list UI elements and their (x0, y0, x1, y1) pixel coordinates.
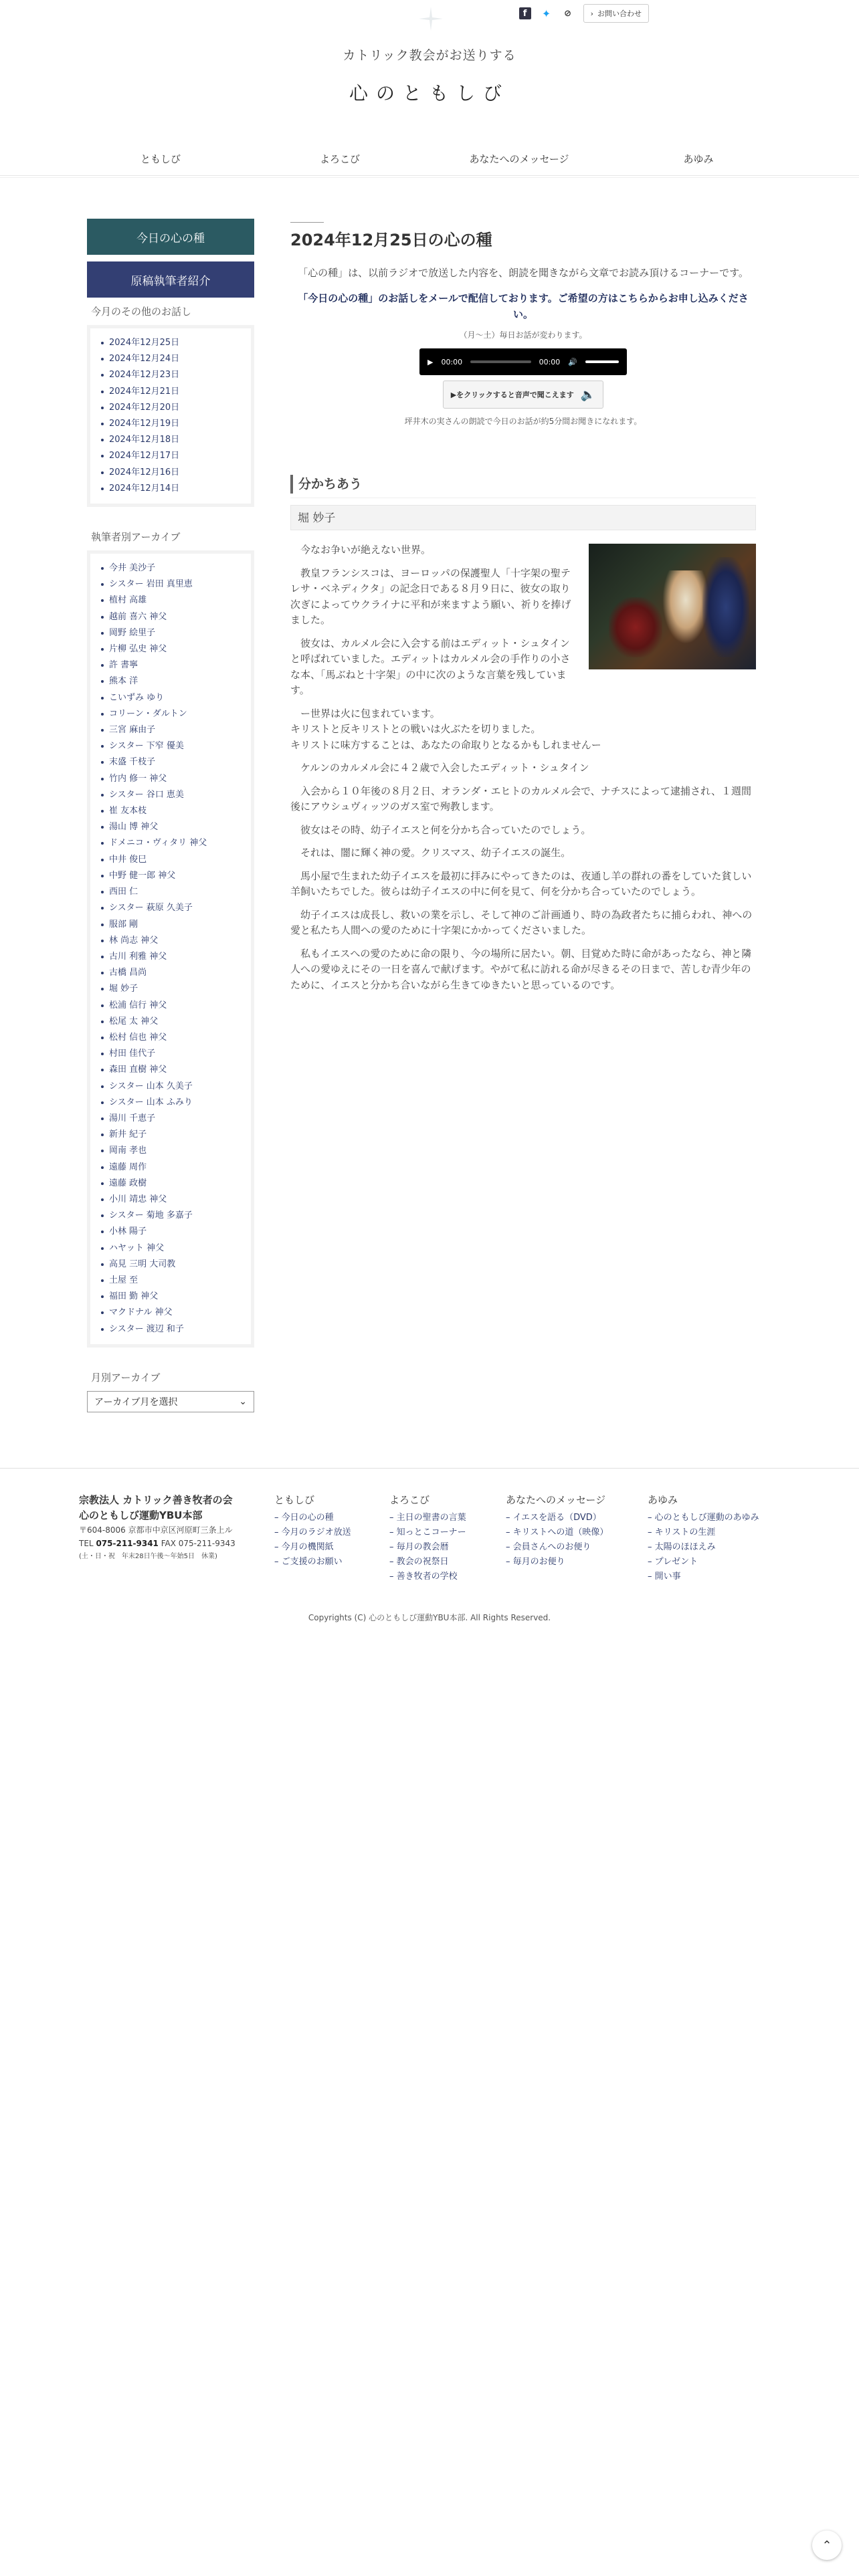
footer-link-label: 太陽のほほえみ (654, 1542, 716, 1552)
other-stories-heading: 今月のその他のお話し (91, 306, 192, 318)
footer-link[interactable]: – 教会の祝祭日 (389, 1557, 449, 1567)
footer-link-label: ご支援のお願い (281, 1557, 343, 1567)
author-link[interactable]: 片柳 弘史 神父 (100, 641, 244, 657)
read-aloud-button[interactable] (443, 381, 603, 409)
article-paragraph: 今なお争いが絶えない世界。 (300, 544, 432, 556)
author-link[interactable]: 高見 三明 大司教 (100, 1257, 244, 1273)
today-seed-button[interactable]: 今日の心の種 (87, 219, 254, 255)
author-link[interactable]: 植村 高雄 (100, 593, 244, 609)
org-branch: 心のともしび運動YBU本部 (79, 1509, 203, 1521)
footer-link-label: 善き牧者の学校 (396, 1572, 458, 1582)
author-link[interactable]: 湯川 千恵子 (100, 1111, 244, 1127)
nav-divider-2 (0, 177, 859, 178)
org-name: 宗教法人 カトリック善き牧者の会 (79, 1494, 233, 1506)
footer-col-message (506, 1493, 608, 1570)
office-hours: (土・日・祝 年末28日午後〜年始5日 休業) (79, 1553, 217, 1560)
monthly-archive-heading: 月別アーカイブ (91, 1371, 161, 1384)
footer-link[interactable]: – 心のともしび運動のあゆみ (648, 1513, 759, 1523)
author-link[interactable]: 岡南 孝也 (100, 1143, 244, 1159)
date-link[interactable]: 2024年12月23日 (100, 367, 244, 383)
author-link[interactable]: 小川 靖忠 神父 (100, 1192, 244, 1208)
author-link[interactable]: 福田 勤 神父 (100, 1289, 244, 1305)
author-link[interactable]: シスター 岩田 真里恵 (100, 576, 244, 593)
date-link[interactable]: 2024年12月20日 (100, 400, 244, 416)
speaker-icon: 🔈 (580, 387, 596, 402)
author-archive-heading: 執筆者別アーカイブ (91, 531, 181, 544)
chevron-right-icon: › (590, 9, 593, 18)
date-link[interactable]: 2024年12月14日 (100, 481, 244, 497)
author-link[interactable]: コリーン・ダルトン (100, 706, 244, 722)
chevron-up-icon: ⌃ (822, 2538, 832, 2553)
read-aloud-label: ▶をクリックすると音声で聞こえます (450, 391, 574, 399)
author-link[interactable]: 服部 剛 (100, 917, 244, 933)
authors-intro-button[interactable]: 原稿執筆者紹介 (87, 261, 254, 298)
main-content (290, 222, 756, 1000)
section-heading: 分かちあう (290, 475, 756, 494)
article-paragraph: 教皇フランシスコは、ヨーロッパの保護聖人「十字架の聖テレサ・ベネディクタ」の記念日である８月９日に、彼女の取り次ぎによってウクライナに平和が来ますよう願い、祈りを捧げました。 (290, 566, 571, 626)
page-title: 2024年12月25日の心の種 (290, 231, 492, 249)
footer-link[interactable]: – 今月のラジオ放送 (274, 1527, 351, 1537)
article-paragraph: 幼子イエスは成長し、救いの業を示し、そして神のご計画通り、時の為政者たちに捕らわれ、神への愛と私たち人間への愛のために十字架にかかってくださいました。 (290, 908, 753, 936)
archive-month-select-value: アーカイブ月を選択 (94, 1396, 178, 1408)
author-link[interactable]: マクドナル 神父 (100, 1305, 244, 1321)
footer-link[interactable]: – 太陽のほほえみ (648, 1542, 716, 1552)
footer-link-label: 今日の心の種 (281, 1513, 334, 1523)
weekday-note: （月〜土）毎日お話が変わります。 (459, 330, 587, 340)
author-link[interactable]: シスター 渡辺 和子 (100, 1321, 244, 1337)
tel-label: TEL (79, 1539, 94, 1548)
footer-link-label: キリストへの道（映像） (512, 1527, 609, 1537)
author-link[interactable]: シスター 山本 久美子 (100, 1079, 244, 1095)
nav-item-yorokobi[interactable]: よろこび (319, 152, 360, 165)
author-link[interactable]: 崔 友本枝 (100, 803, 244, 819)
article-paragraph: それは、闇に輝く神の愛。クリスマス、幼子イエスの誕生。 (300, 847, 571, 859)
date-link[interactable]: 2024年12月18日 (100, 432, 244, 448)
footer-link[interactable]: – 毎月のお便り (506, 1557, 565, 1567)
author-link[interactable]: 小林 陽子 (100, 1224, 244, 1240)
author-link[interactable]: 岡野 絵里子 (100, 625, 244, 641)
footer-link-label: イエスを語る（DVD） (512, 1513, 601, 1523)
article-paragraph: 入会から１０年後の８月２日、オランダ・エヒトのカルメル会で、ナチスによって逮捕され、１週間後にアウシュヴィッツのガス室で殉教します。 (290, 784, 751, 813)
org-address: 〒604-8006 京都市中京区河原町三条上ル (79, 1525, 233, 1535)
article-body (290, 542, 756, 993)
link-icon[interactable]: ⊘ (564, 8, 572, 19)
article-paragraph: 馬小屋で生まれた幼子イエスを最初に拝みにやってきたのは、夜通し羊の群れの番をしていた貧しい羊飼いたちでした。彼らは幼子イエスの中に何を見て、何を分かち合っていたのでしょう。 (290, 869, 752, 897)
intro-text: 「心の種」は、以前ラジオで放送した内容を、朗読を聞きながら文章でお読み頂けるコーナーです。 (298, 267, 749, 279)
reader-caption: 坪井木の実さんの朗読で今日のお話が約5分間お聞きになれます。 (404, 417, 642, 426)
author-link[interactable]: 越前 喜六 神父 (100, 609, 244, 625)
date-link[interactable]: 2024年12月16日 (100, 465, 244, 481)
footer-link-label: 心のともしび運動のあゆみ (654, 1513, 759, 1523)
footer-divider (0, 1468, 859, 1469)
footer-col-title[interactable]: ともしび (274, 1494, 315, 1506)
contact-button[interactable] (583, 4, 649, 23)
footer-link[interactable]: – 主日の聖書の言葉 (389, 1513, 466, 1523)
footer-link-label: 開い事 (654, 1572, 681, 1582)
footer-link[interactable]: – プレゼント (648, 1557, 698, 1567)
footer-col-tomoshibi (274, 1493, 351, 1570)
author-link[interactable]: ハヤット 神父 (100, 1241, 244, 1257)
date-link[interactable]: 2024年12月21日 (100, 384, 244, 400)
footer-link[interactable]: – 毎月の教会暦 (389, 1542, 449, 1552)
footer-link-label: キリストの生涯 (654, 1527, 716, 1537)
article-paragraph: ー世界は火に包まれています。 キリストと反キリストとの戦いは火ぶたを切りました。 キリストに味方することは、あなたの命取りとなるかもしれませんー (290, 707, 601, 751)
date-link[interactable]: 2024年12月25日 (100, 335, 244, 351)
footer-link[interactable]: – 開い事 (648, 1572, 681, 1582)
footer-link[interactable]: – キリストへの道（映像） (506, 1527, 609, 1537)
author-link[interactable]: 松村 信也 神父 (100, 1030, 244, 1046)
author-link[interactable]: 土屋 至 (100, 1273, 244, 1289)
author-name: 堀 妙子 (290, 505, 756, 530)
author-link[interactable]: 中野 健一郎 神父 (100, 868, 244, 884)
footer-link[interactable]: – 会員さんへのお便り (506, 1542, 591, 1552)
site-subtitle: カトリック教会がお送りする (343, 48, 516, 63)
site-title[interactable]: 心のともしび (349, 82, 510, 104)
author-link[interactable]: 古橋 昌尚 (100, 965, 244, 981)
archive-month-select[interactable] (87, 1391, 254, 1412)
tel-number: 075-211-9341 (96, 1539, 159, 1548)
author-link[interactable]: 三宮 麻由子 (100, 722, 244, 738)
author-link[interactable]: 林 尚志 神父 (100, 933, 244, 949)
author-link[interactable]: 今井 美沙子 (100, 560, 244, 576)
footer-link[interactable]: – 今日の心の種 (274, 1513, 334, 1523)
footer-link[interactable]: – 善き牧者の学校 (389, 1572, 458, 1582)
author-list (87, 550, 254, 1348)
play-icon[interactable]: ▶ (427, 357, 434, 366)
footer-link-label: 毎月のお便り (512, 1557, 565, 1567)
star-decoration (419, 7, 443, 31)
mail-notice-link[interactable]: 「今日の心の種」のお話しをメールで配信しております。ご希望の方はこちらからお申し込みください。 (298, 292, 749, 320)
footer-link-label: 教会の祝祭日 (396, 1557, 449, 1567)
footer-link-label: 今月のラジオ放送 (281, 1527, 351, 1537)
author-link[interactable]: シスター 山本 ふみり (100, 1095, 244, 1111)
article-paragraph: ケルンのカルメル会に４２歳で入会したエディット・シュタイン (300, 762, 589, 774)
nav-divider (0, 175, 859, 176)
author-link[interactable]: 森田 直樹 神父 (100, 1062, 244, 1078)
author-link[interactable]: ドメニコ・ヴィタリ 神父 (100, 835, 244, 851)
footer-link[interactable]: – 知っとこコーナー (389, 1527, 466, 1537)
nativity-painting (589, 544, 756, 669)
footer-col-title[interactable]: よろこび (389, 1494, 430, 1506)
sidebar (87, 219, 254, 1412)
article-paragraph: 私もイエスへの愛のために命の限り、今の場所に居たい。朝、目覚めた時に命があったなら、神と隣人への愛ゆえにその一日を喜んで献げます。やがて私に訪れる命が尽きるその日まで、苦しむ青少年のために、イエスと分かち合いながら生きてゆきたいと思っているのです。 (290, 947, 752, 991)
author-link[interactable]: 遠藤 政樹 (100, 1176, 244, 1192)
author-link[interactable]: 許 書寧 (100, 657, 244, 673)
footer-col-title[interactable]: あゆみ (648, 1494, 678, 1506)
duration-time: 00:00 (539, 357, 561, 366)
footer-org (79, 1493, 260, 1564)
author-link[interactable]: シスター 萩原 久美子 (100, 900, 244, 916)
author-link[interactable]: シスター 下窄 優美 (100, 738, 244, 754)
footer-link-label: 今月の機関紙 (281, 1542, 334, 1552)
nav-item-message[interactable]: あなたへのメッセージ (469, 152, 569, 165)
author-link[interactable]: 堀 妙子 (100, 981, 244, 997)
author-link[interactable]: こいずみ ゆり (100, 690, 244, 706)
author-link[interactable]: 古川 利雅 神父 (100, 949, 244, 965)
nav-item-tomoshibi[interactable]: ともしび (140, 152, 181, 165)
author-link[interactable]: 中井 俊巳 (100, 852, 244, 868)
global-nav (87, 144, 772, 173)
author-link[interactable]: 末盛 千枝子 (100, 754, 244, 770)
footer-link[interactable]: – イエスを語る（DVD） (506, 1513, 601, 1523)
footer-link[interactable]: – 今月の機関紙 (274, 1542, 334, 1552)
volume-icon[interactable]: 🔊 (568, 357, 577, 366)
footer-link-label: 毎月の教会暦 (396, 1542, 449, 1552)
current-time: 00:00 (441, 357, 463, 366)
copyright: Copyrights (C) 心のともしび運動YBU本部. All Rights Reserved. (308, 1613, 551, 1622)
footer-link-label: 主日の聖書の言葉 (396, 1513, 466, 1523)
author-link[interactable]: 村田 佳代子 (100, 1046, 244, 1062)
author-link[interactable]: 松尾 太 神父 (100, 1014, 244, 1030)
date-link[interactable]: 2024年12月19日 (100, 416, 244, 432)
date-link[interactable]: 2024年12月17日 (100, 448, 244, 464)
date-list (87, 325, 254, 507)
seek-bar[interactable] (470, 360, 531, 363)
article-paragraph: 彼女は、カルメル会に入会する前はエディット・シュタインと呼ばれていました。エディットはカルメル会の手作りの小さな本、「馬ぶねと十字架」の中に次のような言葉を残しています。 (290, 637, 571, 696)
audio-player (419, 348, 627, 375)
fax-number: FAX 075-211-9343 (161, 1539, 235, 1548)
author-link[interactable]: 湯山 博 神父 (100, 819, 244, 835)
author-link[interactable]: 竹内 修一 神父 (100, 771, 244, 787)
author-link[interactable]: シスター 菊地 多嘉子 (100, 1208, 244, 1224)
facebook-icon[interactable]: f (519, 7, 531, 19)
footer-col-title[interactable]: あなたへのメッセージ (506, 1494, 606, 1506)
top-utility-bar (519, 4, 649, 23)
twitter-icon[interactable]: ✦ (541, 7, 551, 20)
author-link[interactable]: 遠藤 周作 (100, 1160, 244, 1176)
org-phone (79, 1537, 260, 1550)
footer-link[interactable]: – ご支援のお願い (274, 1557, 343, 1567)
author-link[interactable]: 熊本 洋 (100, 673, 244, 689)
chevron-down-icon: ⌄ (239, 1396, 247, 1407)
author-link[interactable]: シスター 谷口 恵美 (100, 787, 244, 803)
footer (79, 1493, 788, 1582)
date-link[interactable]: 2024年12月24日 (100, 351, 244, 367)
author-link[interactable]: 新井 紀子 (100, 1127, 244, 1143)
contact-label: お問い合わせ (597, 9, 642, 18)
author-link[interactable]: 松浦 信行 神父 (100, 998, 244, 1014)
title-rule (290, 222, 324, 223)
footer-link-label: プレゼント (654, 1557, 698, 1567)
scroll-to-top-button[interactable] (812, 2531, 842, 2560)
footer-link-label: 会員さんへのお便り (512, 1542, 591, 1552)
footer-link-label: 知っとこコーナー (396, 1527, 466, 1537)
footer-link[interactable]: – キリストの生涯 (648, 1527, 716, 1537)
volume-slider[interactable] (585, 360, 619, 363)
article-paragraph: 彼女はその時、幼子イエスと何を分かち合っていたのでしょう。 (300, 823, 591, 836)
nav-item-ayumi[interactable]: あゆみ (683, 152, 714, 165)
footer-col-yorokobi (389, 1493, 466, 1584)
footer-col-ayumi (648, 1493, 759, 1584)
author-link[interactable]: 西田 仁 (100, 884, 244, 900)
